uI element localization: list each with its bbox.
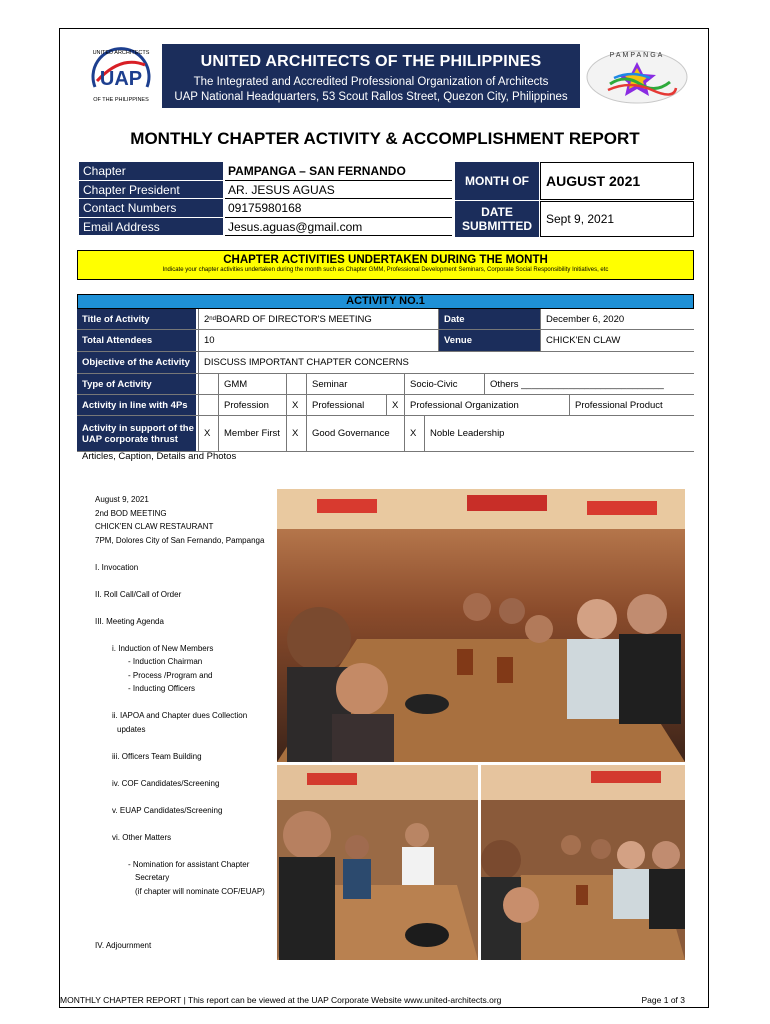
agenda-line: i. Induction of New Members [112,643,214,653]
footer-text: MONTHLY CHAPTER REPORT | This report can be viewed at the UAP Corporate Website www.united-architects.org [60,995,502,1005]
chapter-value: PAMPANGA – SAN FERNANDO [225,162,452,181]
agenda-line: I. Invocation [95,562,139,572]
attendees-value: 10 [198,330,438,351]
chapter-label: Chapter [79,162,223,181]
agenda-line: August 9, 2021 [95,495,149,504]
logo-right-text: PAMPANGA [609,52,665,59]
attendees-label: Total Attendees [77,330,196,351]
email-label: Email Address [79,218,223,237]
fourps-option-2: Professional [306,395,386,415]
group-photo-bottom-left [277,765,478,960]
org-subtitle-1: The Integrated and Accredited Professional Organization of Architects [193,76,549,88]
type-row [77,374,694,395]
pampanga-logo [580,44,694,106]
thrust-check-3[interactable]: X [404,416,424,451]
type-option-3: Socio-Civic [404,374,484,394]
date-label-2: SUBMITTED [462,219,532,233]
fourps-option-4: Professional Product [569,395,694,415]
type-option-4: Others ___________________________ [484,374,694,394]
activities-band-note: Indicate your chapter activities undertaken during the month such as Chapter GMM, Professional Development Seminars, Corporate Social Responsibility Initiatives, etc [162,267,609,273]
page-footer [60,995,685,1005]
fourps-option-3: Professional Organization [404,395,569,415]
president-label: Chapter President [79,181,223,200]
contact-label: Contact Numbers [79,199,223,218]
activities-band [77,250,694,280]
uap-logo [87,45,155,105]
agenda-line: IV. Adjournment [95,940,152,950]
type-option-2: Seminar [306,374,404,394]
date-label-1: DATE [481,205,513,219]
page-number: Page 1 of 3 [641,995,685,1005]
title-label: Title of Activity [77,309,196,329]
thrust-option-1: Member First [218,416,286,451]
agenda-line: - Inducting Officers [128,684,195,693]
activities-band-title: CHAPTER ACTIVITIES UNDERTAKEN DURING THE MONTH [223,254,548,266]
header-banner [162,44,580,108]
fourps-option-1: Profession [218,395,286,415]
agenda-line: ii. IAPOA and Chapter dues Collection [112,711,248,720]
fourps-check-2[interactable]: X [286,395,306,415]
agenda-line: 7PM, Dolores City of San Fernando, Pampanga [95,535,265,545]
agenda-line: vi. Other Matters [112,832,172,842]
agenda-line: updates [117,724,146,734]
type-option-1: GMM [218,374,286,394]
objective-label: Objective of the Activity [77,352,196,373]
date-submitted-value: Sept 9, 2021 [540,201,694,237]
thrust-label: Activity in support of the UAP corporate thrust [77,416,196,451]
date-submitted-label [455,201,539,237]
attendees-row [77,330,694,352]
agenda-line: - Induction Chairman [128,657,203,666]
venue-label: Venue [438,330,540,351]
fourps-label: Activity in line with 4Ps [77,395,196,415]
group-photo-bottom-right [481,765,685,960]
agenda-line: Secretary [135,873,170,882]
fourps-row [77,395,694,416]
type-label: Type of Activity [77,374,196,394]
thrust-row [77,416,694,452]
date-label: Date [438,309,540,329]
agenda-line: - Nomination for assistant Chapter [128,859,250,869]
month-value: AUGUST 2021 [540,162,694,200]
president-value: AR. JESUS AGUAS [225,181,452,200]
agenda-line: (if chapter will nominate COF/EUAP) [135,886,265,896]
logo-left-text-bottom: OF THE PHILIPPINES [93,97,149,103]
objective-value: DISCUSS IMPORTANT CHAPTER CONCERNS [198,352,694,373]
type-check-1[interactable] [198,374,218,394]
agenda-line: iv. COF Candidates/Screening [112,778,220,788]
month-label: MONTH OF [455,162,539,200]
activity-heading: ACTIVITY NO.1 [77,294,694,309]
type-check-2[interactable] [286,374,306,394]
logo-left-mark: UAP [99,68,143,90]
org-subtitle-2: UAP National Headquarters, 53 Scout Rallos Street, Quezon City, Philippines [174,91,568,103]
agenda-line: - Process /Program and [128,670,213,680]
title-row [77,309,694,330]
agenda-line: III. Meeting Agenda [95,616,164,626]
agenda-line: 2nd BOD MEETING [95,508,167,518]
objective-row [77,352,694,374]
title-value: 2 nd BOARD OF DIRECTOR'S MEETING [198,309,438,329]
chapter-info [79,162,454,236]
fourps-check-1[interactable] [198,395,218,415]
org-name: UNITED ARCHITECTS OF THE PHILIPPINES [200,53,542,70]
thrust-option-2: Good Governance [306,416,404,451]
email-value: Jesus.aguas@gmail.com [225,218,452,237]
date-value: December 6, 2020 [540,309,694,329]
agenda-line: CHICK'EN CLAW RESTAURANT [95,522,214,531]
agenda-line: II. Roll Call/Call of Order [95,589,182,599]
thrust-option-3: Noble Leadership [424,416,694,451]
group-photo-main [277,489,685,762]
thrust-check-2[interactable]: X [286,416,306,451]
venue-value: CHICK'EN CLAW [540,330,694,351]
report-title: MONTHLY CHAPTER ACTIVITY & ACCOMPLISHMENT REPORT [130,129,640,148]
logo-left-text-top: UNITED ARCHITECTS [92,50,150,56]
thrust-check-1[interactable]: X [198,416,218,451]
fourps-check-3[interactable]: X [386,395,404,415]
meeting-agenda [95,493,265,952]
agenda-line: v. EUAP Candidates/Screening [112,805,223,815]
agenda-line: iii. Officers Team Building [112,751,202,761]
contact-value: 09175980168 [225,199,452,218]
articles-label: Articles, Caption, Details and Photos [82,451,237,462]
